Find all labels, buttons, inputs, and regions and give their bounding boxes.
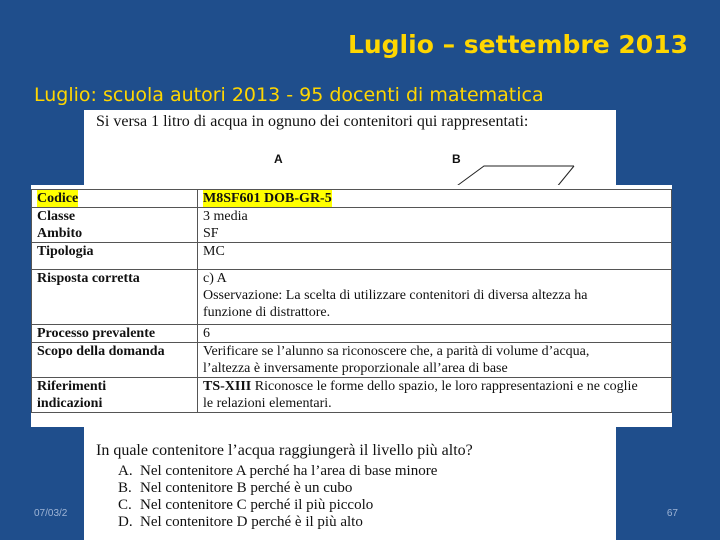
tipologia-label: Tipologia <box>32 243 198 270</box>
classe-label: Classe <box>37 209 76 224</box>
ambito-value: SF <box>203 226 219 241</box>
tipologia-value: MC <box>198 243 672 270</box>
question-prompt: Si versa 1 litro di acqua in ognuno dei contenitori qui rappresentati: <box>96 113 529 130</box>
table-row <box>32 343 672 378</box>
osservazione-line-2: funzione di distrattore. <box>203 305 331 320</box>
codice-label: Codice <box>37 191 79 206</box>
riferimenti-text-1: Riconosce le forme dello spazio, le loro rappresentazioni e ne coglie <box>251 379 638 394</box>
container-b-label: B <box>452 152 461 166</box>
option-a: A. Nel contenitore A perché ha l’area di base minore <box>118 463 438 479</box>
table-row <box>32 270 672 325</box>
risposta-label: Risposta corretta <box>37 271 140 286</box>
riferimenti-line-1 <box>203 378 666 395</box>
answer-options <box>118 463 437 531</box>
processo-label: Processo prevalente <box>32 325 198 343</box>
table-row <box>32 325 672 343</box>
table-row <box>32 243 672 270</box>
riferimenti-code: TS-XIII <box>203 379 252 394</box>
processo-value: 6 <box>198 325 672 343</box>
item-info-table <box>31 185 672 427</box>
footer-date: 07/03/2 <box>34 508 68 519</box>
classe-value: 3 media <box>203 209 248 224</box>
table-row <box>32 378 672 413</box>
indicazioni-label: indicazioni <box>37 396 103 411</box>
table-row <box>32 208 672 243</box>
option-c: C. Nel contenitore C perché il più piccolo <box>118 497 374 513</box>
riferimenti-label: Riferimenti <box>37 379 107 394</box>
slide-title: Luglio – settembre 2013 <box>347 30 688 59</box>
ambito-label: Ambito <box>37 226 83 241</box>
page-number: 67 <box>666 508 678 519</box>
scopo-line-2: l’altezza è inversamente proporzionale all’area di base <box>203 361 508 376</box>
risposta-value: c) A <box>203 271 227 286</box>
osservazione-line-1: Osservazione: La scelta di utilizzare contenitori di diversa altezza ha <box>203 288 588 303</box>
table-row <box>32 190 672 208</box>
slide-subtitle: Luglio: scuola autori 2013 - 95 docenti di matematica <box>34 84 544 106</box>
question-text: In quale contenitore l’acqua raggiungerà il livello più alto? <box>96 442 473 459</box>
scopo-line-1: Verificare se l’alunno sa riconoscere che, a parità di volume d’acqua, <box>203 344 590 359</box>
container-a-label: A <box>274 152 283 166</box>
option-d: D. Nel contenitore D perché è il più alto <box>118 514 363 530</box>
riferimenti-line-2: le relazioni elementari. <box>203 396 332 411</box>
option-b: B. Nel contenitore B perché è un cubo <box>118 480 353 496</box>
codice-value: M8SF601 DOB-GR-5 <box>203 191 332 206</box>
scopo-label: Scopo della domanda <box>32 343 198 378</box>
